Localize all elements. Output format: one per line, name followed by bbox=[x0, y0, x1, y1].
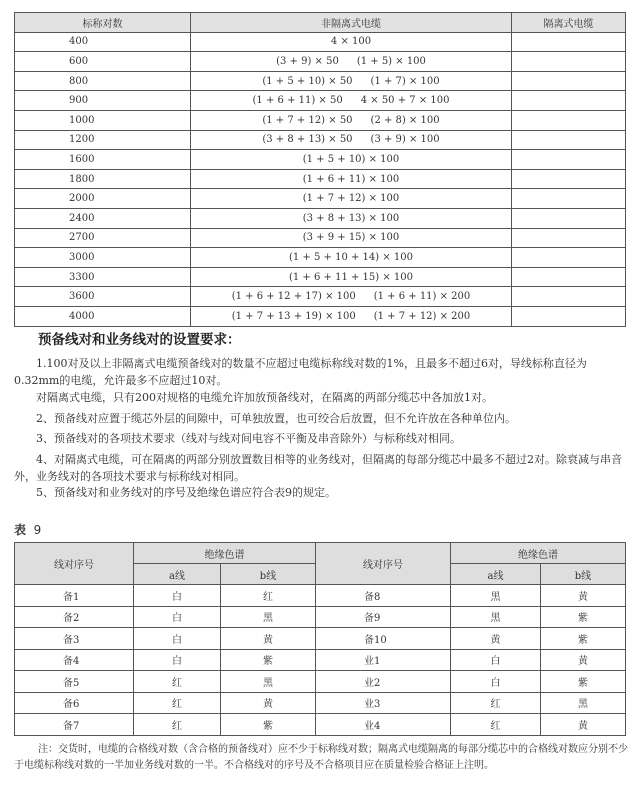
table-row bbox=[15, 169, 626, 189]
cell-value-a: (1 + 6 + 12 + 17) × 100 bbox=[231, 291, 356, 303]
paragraph-3: 2、预备线对应置于缆芯外层的间隙中，可单独放置，也可绞合后放置，但不允许放在各种单位内。 bbox=[36, 412, 516, 425]
cell-pairs: 600 bbox=[15, 52, 191, 72]
table-row bbox=[15, 692, 626, 714]
cell-non-isolated bbox=[191, 52, 512, 72]
cell-seq: 备10 bbox=[316, 628, 451, 650]
paragraph-1: 1.100对及以上非隔离式电缆预备线对的数量不应超过电缆标称线对数的1%，且最多不超过6对，导线标称直径为0.32mm的电缆，允许最多不应超过10对。 bbox=[14, 357, 587, 387]
cell-value-a: (1 + 5 + 10 + 14) × 100 bbox=[288, 251, 413, 263]
table-row bbox=[15, 714, 626, 736]
color-code-table bbox=[14, 542, 626, 736]
cell-b-color: 紫 bbox=[541, 628, 626, 650]
cell-value-b: (1 + 6 + 11) × 200 bbox=[373, 291, 471, 303]
cell-non-isolated bbox=[191, 169, 512, 189]
cell-pairs: 800 bbox=[15, 71, 191, 91]
table-header-row bbox=[15, 543, 626, 564]
column-header-b-left: b线 bbox=[221, 564, 316, 585]
cell-b-color: 黑 bbox=[221, 671, 316, 693]
cell-b-color: 红 bbox=[221, 585, 316, 607]
cell-a-color: 白 bbox=[134, 606, 221, 628]
table-header-row bbox=[15, 13, 626, 33]
cell-pairs: 1600 bbox=[15, 150, 191, 170]
cell-pairs: 4000 bbox=[15, 306, 191, 326]
cell-pairs: 1200 bbox=[15, 130, 191, 150]
table-row bbox=[15, 287, 626, 307]
cell-value-a: (1 + 7 + 12) × 50 bbox=[262, 114, 353, 126]
cell-value-a: (3 + 8 + 13) × 100 bbox=[302, 212, 400, 224]
cell-seq: 备9 bbox=[316, 606, 451, 628]
table-row bbox=[15, 267, 626, 287]
cell-non-isolated bbox=[191, 91, 512, 111]
cell-non-isolated bbox=[191, 267, 512, 287]
cell-non-isolated bbox=[191, 71, 512, 91]
cell-seq: 业3 bbox=[316, 692, 451, 714]
cell-pairs: 2400 bbox=[15, 208, 191, 228]
cell-pairs: 400 bbox=[15, 32, 191, 52]
cell-isolated bbox=[512, 52, 626, 72]
cell-isolated bbox=[512, 32, 626, 52]
cell-pairs: 1000 bbox=[15, 110, 191, 130]
cell-value-a: (3 + 9 + 15) × 100 bbox=[302, 232, 400, 244]
cell-a-color: 黑 bbox=[451, 585, 541, 607]
footnote bbox=[14, 742, 628, 774]
cell-pairs: 900 bbox=[15, 91, 191, 111]
column-header-pairs: 标称对数 bbox=[15, 13, 191, 33]
cell-value-a: (1 + 6 + 11 + 15) × 100 bbox=[288, 271, 413, 283]
cell-isolated bbox=[512, 150, 626, 170]
cell-value-a: (1 + 6 + 11) × 50 bbox=[252, 95, 343, 107]
footnote-text: 注：交货时，电缆的合格线对数（含合格的预备线对）应不少于标称线对数；隔离式电缆隔离的每部分缆芯中的合格线对数应分别不少于电缆标称线对数的一半加业务线对数的一半。不合格线对的序号及不合格项目应在质量检验合格证上注明。 bbox=[14, 744, 628, 771]
table-caption-number: 9 bbox=[33, 523, 42, 537]
cell-seq: 业4 bbox=[316, 714, 451, 736]
table-caption bbox=[14, 521, 41, 538]
cell-isolated bbox=[512, 91, 626, 111]
cell-value-a: (1 + 6 + 11) × 100 bbox=[302, 173, 400, 185]
cell-a-color: 红 bbox=[134, 692, 221, 714]
cell-a-color: 黄 bbox=[451, 628, 541, 650]
cell-a-color: 红 bbox=[451, 692, 541, 714]
cell-a-color: 白 bbox=[134, 585, 221, 607]
cell-pairs: 3000 bbox=[15, 248, 191, 268]
column-header-color-left: 绝缘色谱 bbox=[134, 543, 316, 564]
cell-isolated bbox=[512, 208, 626, 228]
table-row bbox=[15, 189, 626, 209]
cell-seq: 业1 bbox=[316, 649, 451, 671]
table-row bbox=[15, 585, 626, 607]
cell-seq: 备6 bbox=[15, 692, 134, 714]
table-row bbox=[15, 110, 626, 130]
cell-b-color: 紫 bbox=[221, 649, 316, 671]
cell-isolated bbox=[512, 71, 626, 91]
cell-pairs: 3600 bbox=[15, 287, 191, 307]
column-header-a-right: a线 bbox=[451, 564, 541, 585]
table-row bbox=[15, 248, 626, 268]
cell-isolated bbox=[512, 287, 626, 307]
cell-a-color: 白 bbox=[134, 628, 221, 650]
table-row bbox=[15, 228, 626, 248]
cell-b-color: 黑 bbox=[541, 692, 626, 714]
cell-value-b: (1 + 5) × 100 bbox=[356, 55, 426, 67]
column-header-color-right: 绝缘色谱 bbox=[451, 543, 626, 564]
column-header-b-right: b线 bbox=[541, 564, 626, 585]
cell-b-color: 黄 bbox=[541, 714, 626, 736]
cell-value-a: (1 + 5 + 10) × 100 bbox=[302, 153, 400, 165]
section-heading: 预备线对和业务线对的设置要求： bbox=[38, 332, 241, 348]
cell-b-color: 紫 bbox=[541, 671, 626, 693]
cell-pairs: 2000 bbox=[15, 189, 191, 209]
cell-value-b: (3 + 9) × 100 bbox=[370, 134, 440, 146]
cell-value-a: (1 + 5 + 10) × 50 bbox=[262, 75, 353, 87]
cell-isolated bbox=[512, 189, 626, 209]
table-row bbox=[15, 91, 626, 111]
paragraph-5: 4、对隔离式电缆，可在隔离的两部分别放置数目相等的业务线对，但隔离的每部分缆芯中最多不超过2对。除衰减与串音外，业务线对的各项技术要求与标称线对相同。 bbox=[14, 453, 622, 483]
cell-non-isolated bbox=[191, 150, 512, 170]
cell-b-color: 紫 bbox=[541, 606, 626, 628]
cell-a-color: 黑 bbox=[451, 606, 541, 628]
cell-value-a: (3 + 9) × 50 bbox=[276, 55, 339, 67]
table-row bbox=[15, 649, 626, 671]
cell-a-color: 红 bbox=[134, 671, 221, 693]
cell-value-a: (1 + 7 + 12) × 100 bbox=[302, 193, 400, 205]
cell-isolated bbox=[512, 306, 626, 326]
column-header-non-isolated: 非隔离式电缆 bbox=[191, 13, 512, 33]
cell-non-isolated bbox=[191, 228, 512, 248]
cell-isolated bbox=[512, 130, 626, 150]
cell-non-isolated bbox=[191, 32, 512, 52]
cell-a-color: 红 bbox=[451, 714, 541, 736]
table-row bbox=[15, 150, 626, 170]
table-row bbox=[15, 32, 626, 52]
cell-non-isolated bbox=[191, 110, 512, 130]
cell-b-color: 黄 bbox=[221, 692, 316, 714]
cell-b-color: 黄 bbox=[541, 585, 626, 607]
cable-structure-table bbox=[14, 12, 626, 327]
cell-b-color: 黄 bbox=[221, 628, 316, 650]
table-row bbox=[15, 71, 626, 91]
cell-seq: 备1 bbox=[15, 585, 134, 607]
cell-non-isolated bbox=[191, 287, 512, 307]
cell-value-a: 4 × 100 bbox=[330, 36, 372, 48]
cell-non-isolated bbox=[191, 208, 512, 228]
cell-seq: 备5 bbox=[15, 671, 134, 693]
cell-seq: 备3 bbox=[15, 628, 134, 650]
column-header-seq-right: 线对序号 bbox=[316, 543, 451, 585]
cell-value-b: (1 + 7 + 12) × 200 bbox=[373, 310, 471, 322]
cell-non-isolated bbox=[191, 130, 512, 150]
cell-a-color: 白 bbox=[451, 671, 541, 693]
table-row bbox=[15, 208, 626, 228]
cell-isolated bbox=[512, 110, 626, 130]
cell-a-color: 红 bbox=[134, 714, 221, 736]
cell-isolated bbox=[512, 267, 626, 287]
table-caption-label: 表 bbox=[14, 523, 27, 537]
cell-value-b: 4 × 50 + 7 × 100 bbox=[360, 95, 450, 107]
cell-a-color: 白 bbox=[134, 649, 221, 671]
paragraph-4: 3、预备线对的各项技术要求（线对与线对间电容不平衡及串音除外）与标称线对相同。 bbox=[36, 432, 461, 445]
table-row bbox=[15, 628, 626, 650]
table-row bbox=[15, 306, 626, 326]
table-row bbox=[15, 606, 626, 628]
cell-pairs: 2700 bbox=[15, 228, 191, 248]
cell-pairs: 3300 bbox=[15, 267, 191, 287]
cell-value-a: (3 + 8 + 13) × 50 bbox=[262, 134, 353, 146]
cell-non-isolated bbox=[191, 248, 512, 268]
cell-seq: 备7 bbox=[15, 714, 134, 736]
cell-isolated bbox=[512, 248, 626, 268]
table-row bbox=[15, 52, 626, 72]
cell-isolated bbox=[512, 228, 626, 248]
column-header-isolated: 隔离式电缆 bbox=[512, 13, 626, 33]
cell-value-a: (1 + 7 + 13 + 19) × 100 bbox=[231, 310, 356, 322]
cell-a-color: 白 bbox=[451, 649, 541, 671]
column-header-seq-left: 线对序号 bbox=[15, 543, 134, 585]
paragraph-6: 5、预备线对和业务线对的序号及绝缘色谱应符合表9的规定。 bbox=[36, 486, 336, 499]
cell-value-b: (2 + 8) × 100 bbox=[370, 114, 440, 126]
cell-seq: 备8 bbox=[316, 585, 451, 607]
cell-b-color: 黄 bbox=[541, 649, 626, 671]
cell-b-color: 紫 bbox=[221, 714, 316, 736]
cell-value-b: (1 + 7) × 100 bbox=[370, 75, 440, 87]
cell-seq: 备2 bbox=[15, 606, 134, 628]
table-row bbox=[15, 671, 626, 693]
cell-b-color: 黑 bbox=[221, 606, 316, 628]
cell-non-isolated bbox=[191, 306, 512, 326]
column-header-a-left: a线 bbox=[134, 564, 221, 585]
cell-seq: 备4 bbox=[15, 649, 134, 671]
cell-non-isolated bbox=[191, 189, 512, 209]
cell-pairs: 1800 bbox=[15, 169, 191, 189]
cell-seq: 业2 bbox=[316, 671, 451, 693]
cell-isolated bbox=[512, 169, 626, 189]
paragraph-2: 对隔离式电缆，只有200对规格的电缆允许加放预备线对，在隔离的两部分缆芯中各加放1对。 bbox=[36, 391, 493, 404]
table-row bbox=[15, 130, 626, 150]
